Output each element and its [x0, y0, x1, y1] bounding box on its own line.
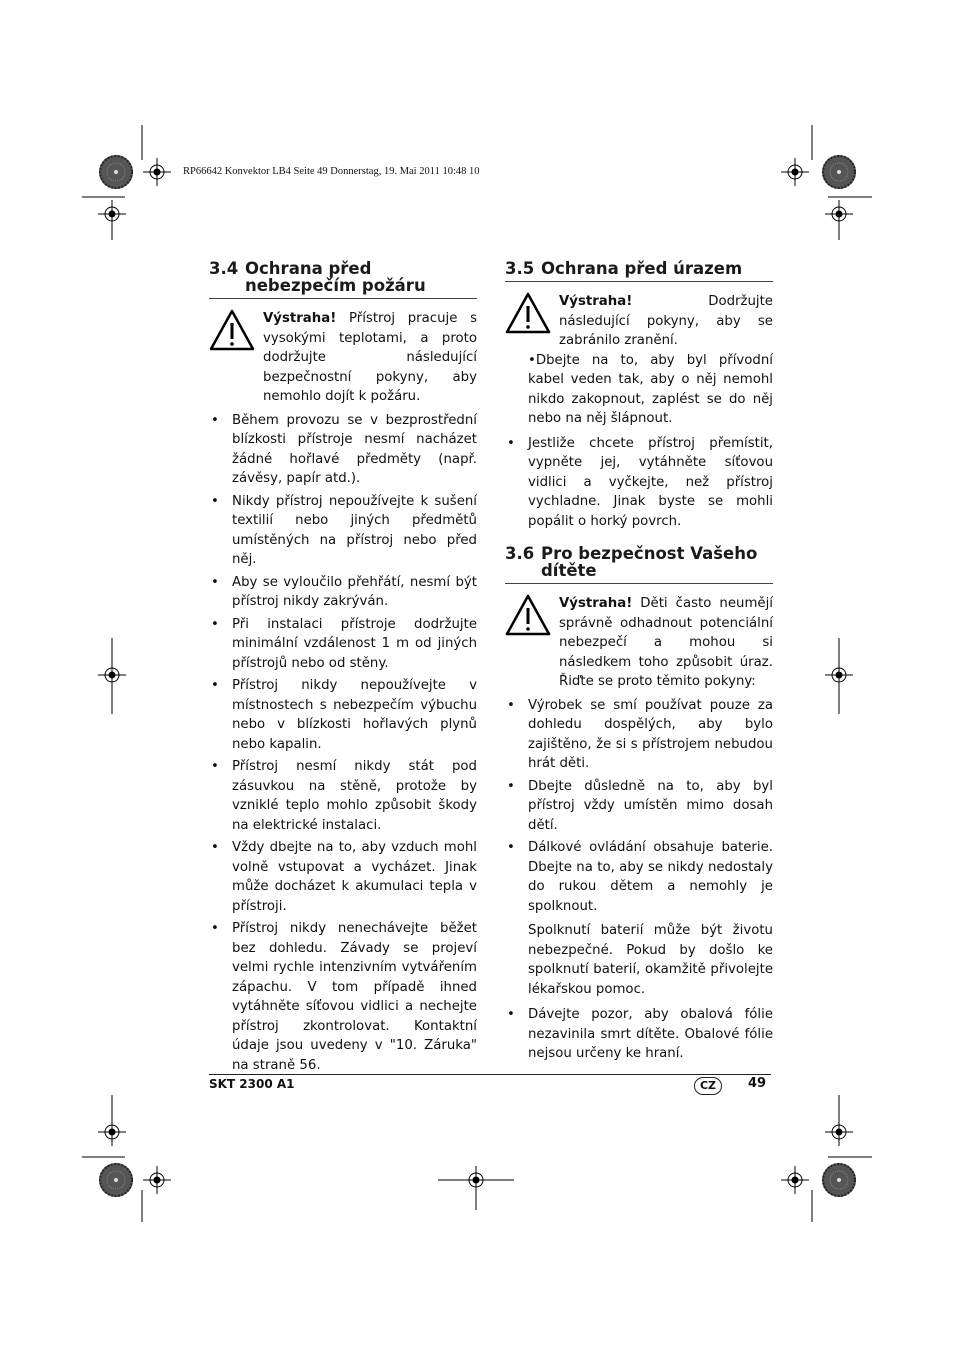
right-column	[505, 260, 773, 1067]
list-item: • Při instalaci přístroje dodržujte minimální vzdálenost 1 m od jiných přístrojů nebo od stěny.	[209, 615, 477, 674]
section-title: Ochrana před úrazem	[541, 259, 743, 278]
section-title: Pro bezpečnost Vašeho dítěte	[541, 544, 758, 580]
list-item: • Aby se vyloučilo přehřátí, nesmí být přístroj nikdy zakrýván.	[209, 573, 477, 612]
warning-box	[505, 594, 773, 692]
battery-note: Spolknutí baterií může být životu nebezpečné. Pokud by došlo ke spolknutí baterií, okamžitě přivolejte lékařskou pomoc.	[528, 923, 773, 997]
list-item: • Dbejte důsledně na to, aby byl přístroj vždy umístěn mimo dosah dětí.	[505, 777, 773, 836]
footer-rule	[209, 1074, 771, 1075]
page-number: 49	[748, 1076, 767, 1091]
list-item: • Dávejte pozor, aby obalová fólie nezavinila smrt dítěte. Obalové fólie nejsou určeny ke hraní.	[505, 1005, 773, 1064]
section-number: 3.5	[505, 259, 535, 278]
language-badge: CZ	[694, 1077, 722, 1095]
section-title: Ochrana před nebezpečím požáru	[245, 259, 426, 295]
warning-label: Výstraha!	[263, 311, 337, 326]
section-child-safety	[505, 545, 773, 1064]
footer-model: SKT 2300 A1	[209, 1077, 295, 1091]
warning-text	[263, 309, 477, 407]
list-item: • Jestliže chcete přístroj přemístit, vypněte jej, vytáhněte síťovou vidlici a vyčkejte, než přístroj vychladne. Jinak byste se mohli popálit o horký povrch.	[505, 434, 773, 532]
section-heading	[505, 545, 773, 584]
warning-triangle-icon	[505, 292, 559, 351]
list-item: • Dálkové ovládání obsahuje baterie. Dbejte na to, aby se nikdy nedostaly do rukou dětem a nemohly je spolknout.	[505, 838, 773, 916]
list-item: • Výrobek se smí používat pouze za dohledu dospělých, aby bylo zajištěno, že si s přístrojem nebudou hrát děti.	[505, 696, 773, 774]
bullet-list	[505, 696, 773, 917]
section-number: 3.4	[209, 259, 239, 278]
bullet-list	[505, 1005, 773, 1064]
warning-triangle-icon	[505, 594, 559, 692]
warning-box	[209, 309, 477, 407]
warning-triangle-icon	[209, 309, 263, 407]
bullet-list	[505, 434, 773, 532]
section-heading	[209, 260, 477, 299]
warning-body: Dodržujte následující pokyny, aby se zabránilo zranění.	[559, 294, 773, 348]
warning-body: Přístroj pracuje s vysokými teplotami, a proto dodržujte následující bezpečnostní pokyny, aby nemohlo dojít k požáru.	[263, 311, 477, 404]
section-number: 3.6	[505, 544, 535, 563]
list-item: • Přístroj nikdy nenechávejte běžet bez dohledu. Závady se projeví velmi rychle intenzivním vytvářením zápachu. V tom případě ihned vytáhněte síťovou vidlici a nechejte přístroj zkontrolovat. Kontaktní údaje jsou uvedeny v "10. Záruka" na straně 56.	[209, 919, 477, 1075]
bullet-list	[209, 411, 477, 1076]
warning-box	[505, 292, 773, 351]
warning-label: Výstraha!	[559, 294, 633, 309]
list-item: • Vždy dbejte na to, aby vzduch mohl volně vstupovat a vycházet. Jinak může docházet k akumulaci tepla v přístroji.	[209, 838, 477, 916]
warning-label: Výstraha!	[559, 596, 633, 611]
warning-text	[559, 594, 773, 692]
warning-continuation: •Dbejte na to, aby byl přívodní kabel veden tak, aby o něj nemohl nikdo zakopnout, zaplést se do něj nebo na něj šlápnout.	[528, 352, 773, 426]
list-item: • Přístroj nikdy nepoužívejte v místnostech s nebezpečím výbuchu nebo v blízkosti hořlavých plynů nebo kapalin.	[209, 676, 477, 754]
section-fire-safety	[209, 260, 477, 1078]
section-injury	[505, 260, 773, 531]
list-item: • Nikdy přístroj nepoužívejte k sušení textilií nebo jiných předmětů umístěných na přístroj nebo před něj.	[209, 492, 477, 570]
warning-body: Děti často neumějí správně odhadnout potenciální nebezpečí a mohou si následkem toho způsobit úraz. Řiďte se proto těmito pokyny:	[559, 596, 773, 689]
section-heading	[505, 260, 773, 282]
list-item: • Během provozu se v bezprostřední blízkosti přístroje nesmí nacházet žádné hořlavé předměty (např. závěsy, papír atd.).	[209, 411, 477, 489]
list-item: • Přístroj nesmí nikdy stát pod zásuvkou na stěně, protože by vzniklé teplo mohlo způsobit škody na elektrické instalaci.	[209, 757, 477, 835]
warning-text	[559, 292, 773, 351]
print-header: RP66642 Konvektor LB4 Seite 49 Donnerstag, 19. Mai 2011 10:48 10	[183, 166, 480, 177]
